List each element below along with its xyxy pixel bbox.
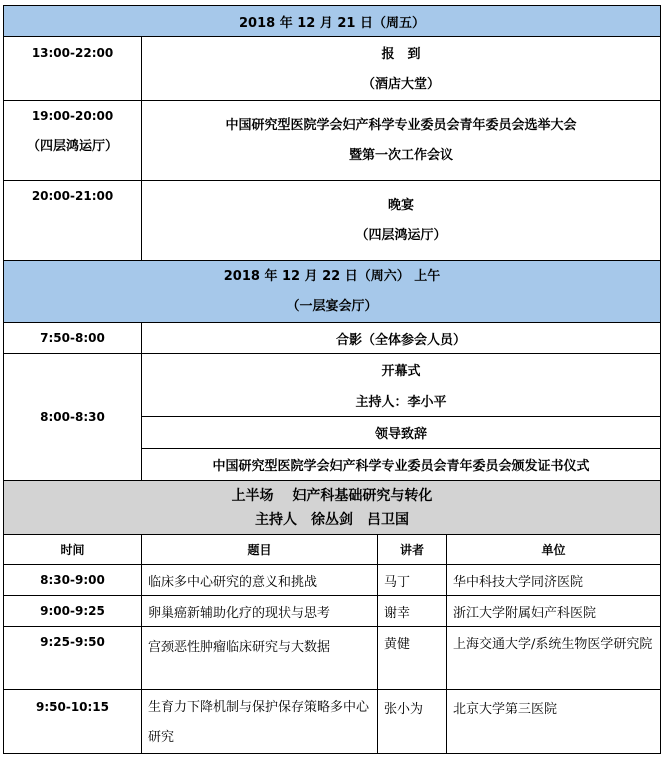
time-cell xyxy=(4,181,142,261)
row-topic: 生育力下降机制与保护保存策略多中心研究 xyxy=(142,690,378,754)
row-speaker: 马丁 xyxy=(378,565,447,596)
election-title: 中国研究型医院学会妇产科学专业委员会青年委员会选举大会 xyxy=(225,117,577,133)
row-time: 8:30-9:00 xyxy=(4,565,142,596)
table-row xyxy=(4,596,661,627)
banquet-title: 晚宴 xyxy=(387,197,414,213)
photo-content: 合影（全体参会人员） xyxy=(142,323,661,354)
banquet-location: （四层鸿运厅） xyxy=(355,227,447,243)
row-topic: 宫颈恶性肿瘤临床研究与大数据 xyxy=(142,627,378,690)
session-header xyxy=(4,481,661,535)
column-header-speaker: 讲者 xyxy=(378,535,447,565)
session-hosts: 主持人 徐丛剑 吕卫国 xyxy=(255,511,409,528)
row-unit: 上海交通大学/系统生物医学研究院 xyxy=(447,627,661,690)
leader-speech: 领导致辞 xyxy=(142,417,661,449)
time-location: （四层鸿运厅） xyxy=(26,139,118,154)
row-time: 9:00-9:25 xyxy=(4,596,142,627)
time-cell xyxy=(4,101,142,181)
table-row xyxy=(4,565,661,596)
day1-row xyxy=(4,37,661,101)
table-row xyxy=(4,627,661,690)
day1-header: 2018 年 12 月 21 日（周五） xyxy=(4,6,661,37)
day2-header-location: （一层宴会厅） xyxy=(286,298,378,314)
column-header-time: 时间 xyxy=(4,535,142,565)
photo-row xyxy=(4,323,661,354)
row-time: 9:25-9:50 xyxy=(4,627,142,690)
election-subtitle: 暨第一次工作会议 xyxy=(348,147,453,163)
day2-header-date: 2018 年 12 月 22 日（周六） 上午 xyxy=(223,268,441,284)
day2-header-row xyxy=(4,261,661,323)
session-header-row xyxy=(4,481,661,535)
time-text: 19:00-20:00 xyxy=(31,109,114,123)
content-cell xyxy=(142,181,661,261)
content-cell xyxy=(142,101,661,181)
column-header-row xyxy=(4,535,661,565)
day1-row xyxy=(4,181,661,261)
row-speaker: 张小为 xyxy=(378,690,447,754)
day2-header xyxy=(4,261,661,323)
checkin-title: 报 到 xyxy=(381,47,421,62)
row-time: 9:50-10:15 xyxy=(4,690,142,754)
day1-row xyxy=(4,101,661,181)
opening-host: 主持人：李小平 xyxy=(142,385,661,417)
row-unit: 华中科技大学同济医院 xyxy=(447,565,661,596)
time-cell: 7:50-8:00 xyxy=(4,323,142,354)
row-topic: 临床多中心研究的意义和挑战 xyxy=(142,565,378,596)
table-row xyxy=(4,690,661,754)
column-header-topic: 题目 xyxy=(142,535,378,565)
row-topic: 卵巢癌新辅助化疗的现状与思考 xyxy=(142,596,378,627)
time-cell xyxy=(4,37,142,101)
time-text: 13:00-22:00 xyxy=(31,46,114,60)
row-unit: 浙江大学附属妇产科医院 xyxy=(447,596,661,627)
time-cell: 8:00-8:30 xyxy=(4,354,142,481)
opening-row xyxy=(4,354,661,385)
column-header-unit: 单位 xyxy=(447,535,661,565)
opening-title: 开幕式 xyxy=(142,354,661,385)
row-unit: 北京大学第三医院 xyxy=(447,690,661,754)
row-speaker: 黄健 xyxy=(378,627,447,690)
content-cell xyxy=(142,37,661,101)
day1-header-row xyxy=(4,6,661,37)
session-title: 上半场 妇产科基础研究与转化 xyxy=(231,487,433,504)
schedule-table xyxy=(3,5,661,754)
checkin-location: （酒店大堂） xyxy=(361,77,440,92)
row-speaker: 谢幸 xyxy=(378,596,447,627)
award-ceremony: 中国研究型医院学会妇产科学专业委员会青年委员会颁发证书仪式 xyxy=(142,449,661,481)
time-text: 20:00-21:00 xyxy=(31,189,114,203)
